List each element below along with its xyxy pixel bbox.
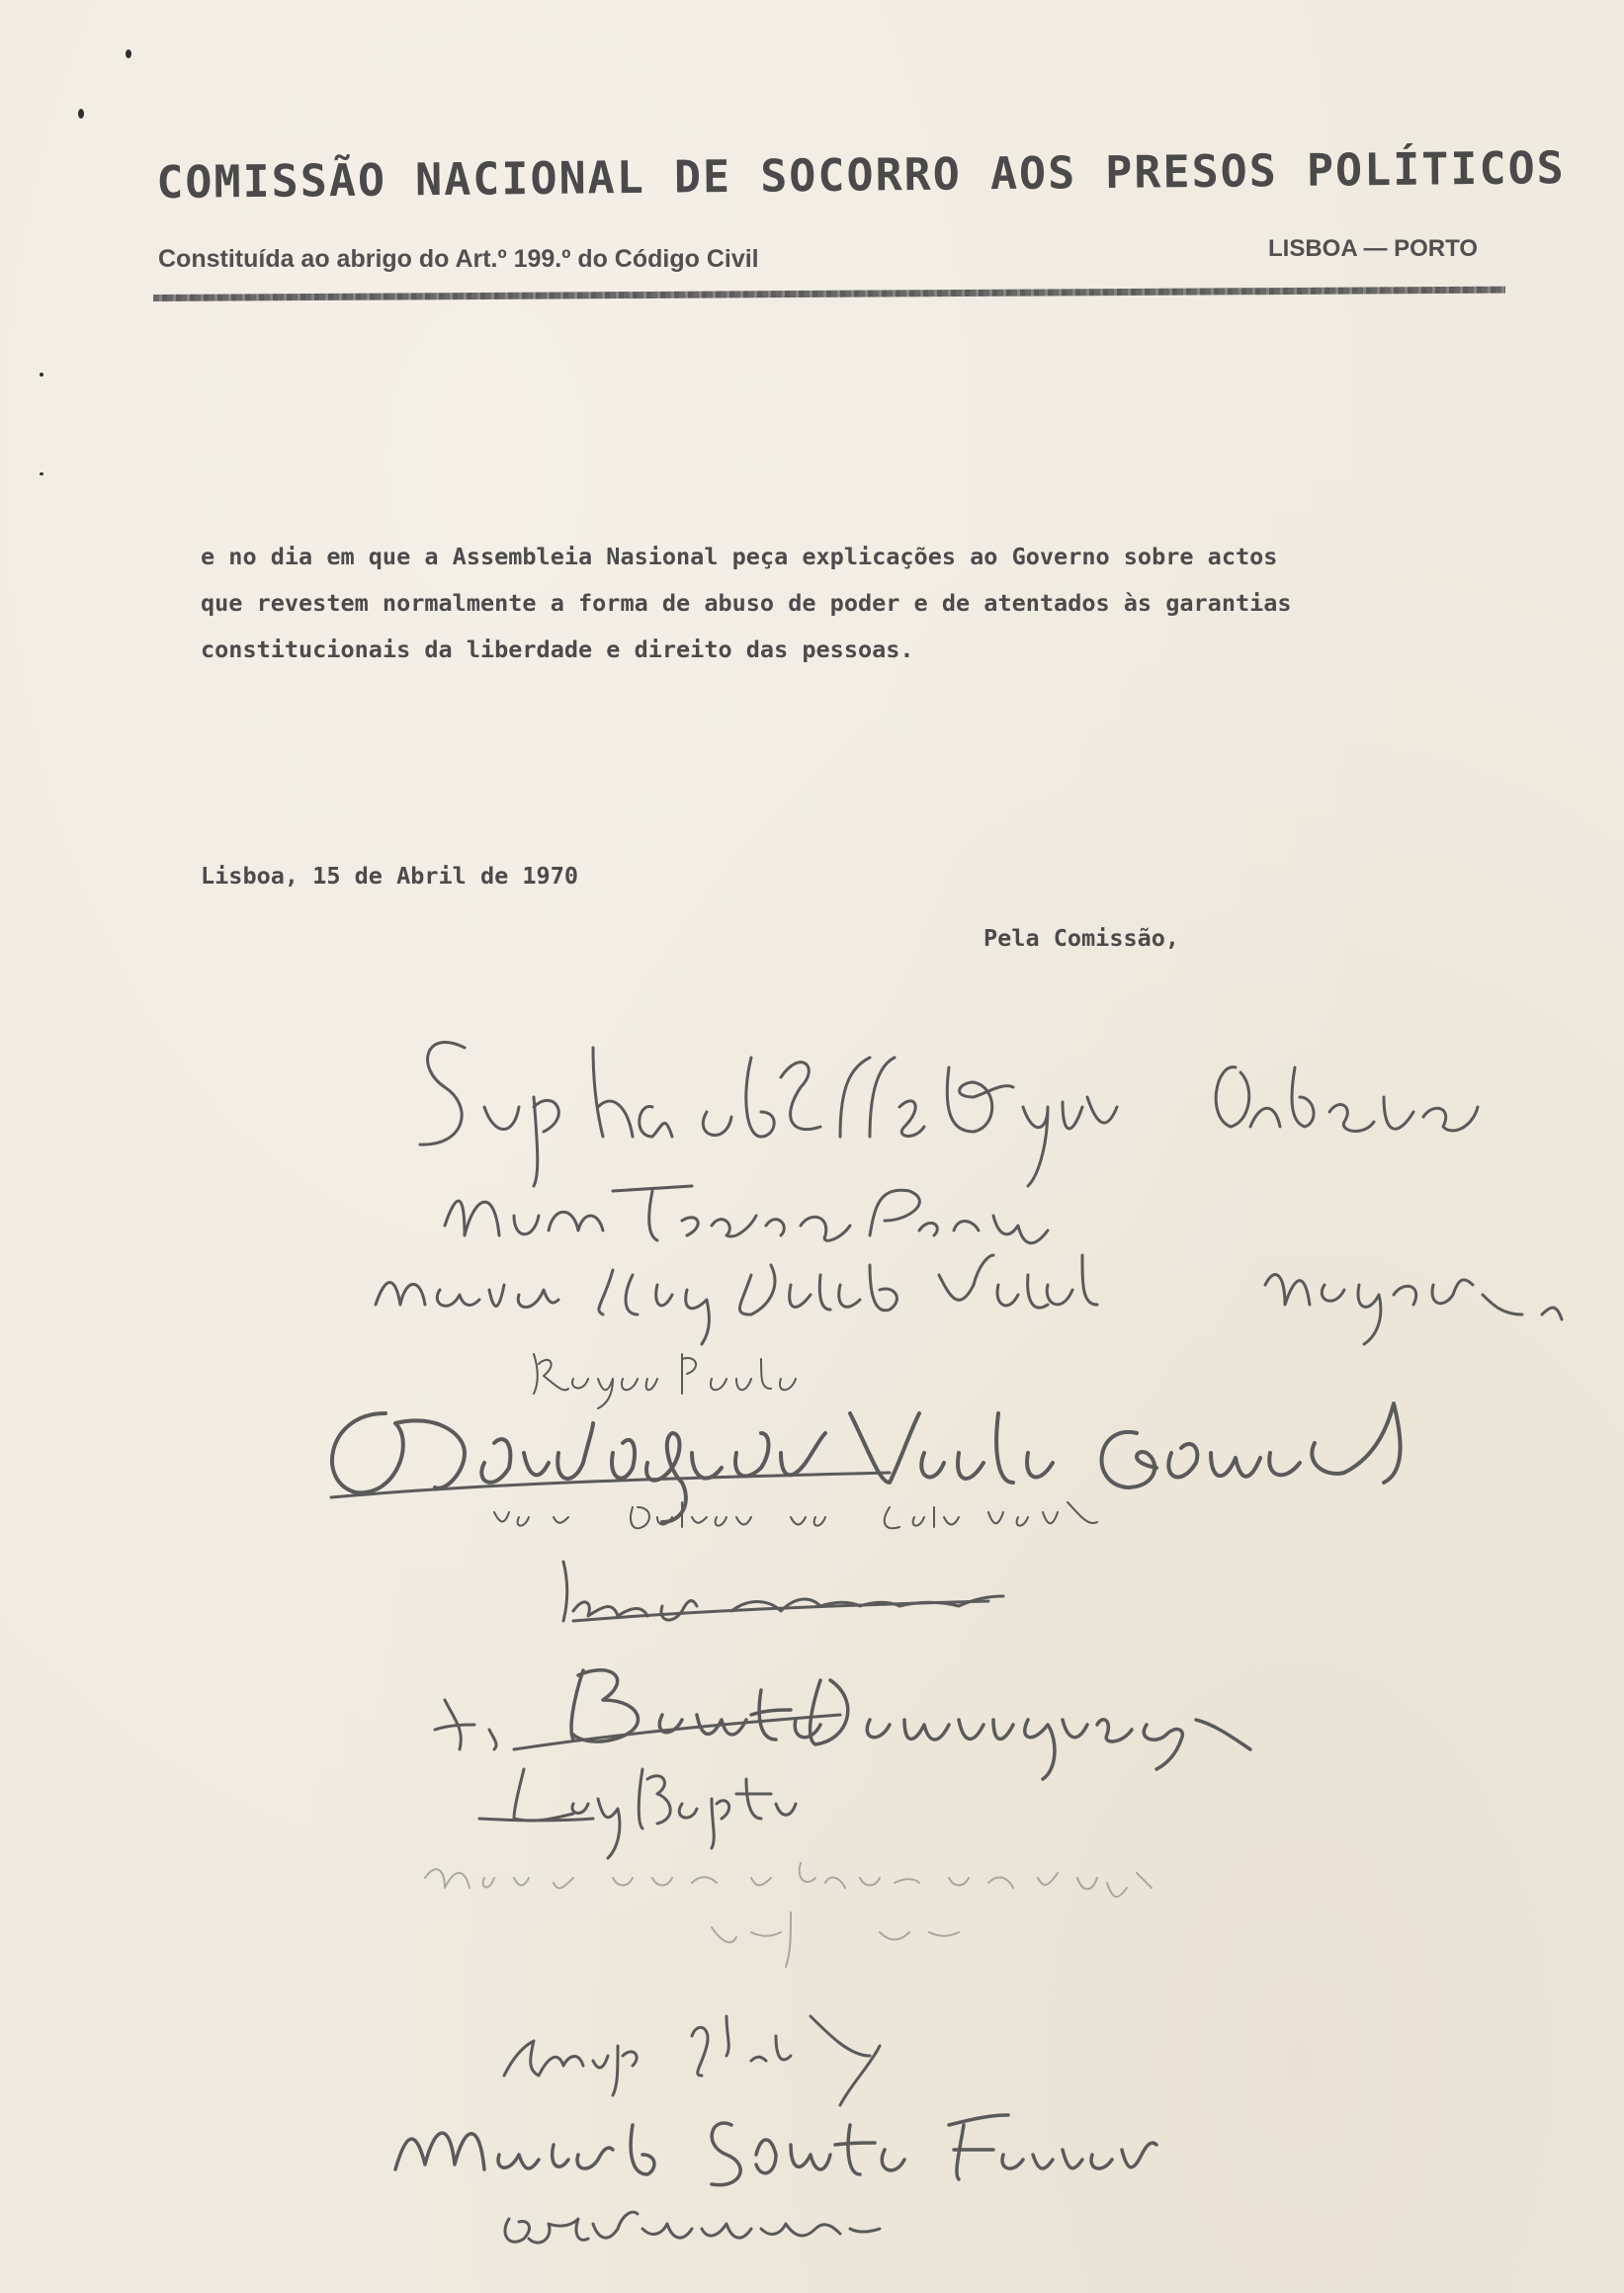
signature-6 <box>494 1502 1097 1528</box>
signature-1 <box>420 1043 1478 1186</box>
signature-3 <box>376 1255 1562 1344</box>
letterhead-cities: LISBOA — PORTO <box>1268 235 1479 262</box>
place-date: Lisboa, 15 de Abril de 1970 <box>201 862 579 890</box>
letterhead-title: COMISSÃO NACIONAL DE SOCORRO AOS PRESOS POLÍTICOS <box>156 141 1567 209</box>
signature-9 <box>479 1769 796 1858</box>
signature-11 <box>504 2016 880 2105</box>
signature-2 <box>445 1186 1048 1243</box>
signature-12 <box>395 2115 1156 2185</box>
letterhead-subtitle: Constituída ao abrigo do Art.º 199.º do Código Civil <box>158 245 759 273</box>
body-line: e no dia em que a Assembleia Nasional peça explicações ao Governo sobre actos <box>201 543 1278 570</box>
signature-13 <box>505 2212 880 2243</box>
body-line: que revestem normalmente a forma de abuso de poder e de atentados às garantias <box>201 589 1292 617</box>
signature-8 <box>435 1670 1250 1779</box>
signature-7 <box>563 1562 1003 1621</box>
signature-5 <box>331 1403 1401 1522</box>
signature-10 <box>425 1863 1152 1967</box>
signature-4 <box>534 1354 796 1408</box>
body-line: constitucionais da liberdade e direito das pessoas. <box>201 636 914 663</box>
closing-line: Pela Comissão, <box>983 924 1180 952</box>
